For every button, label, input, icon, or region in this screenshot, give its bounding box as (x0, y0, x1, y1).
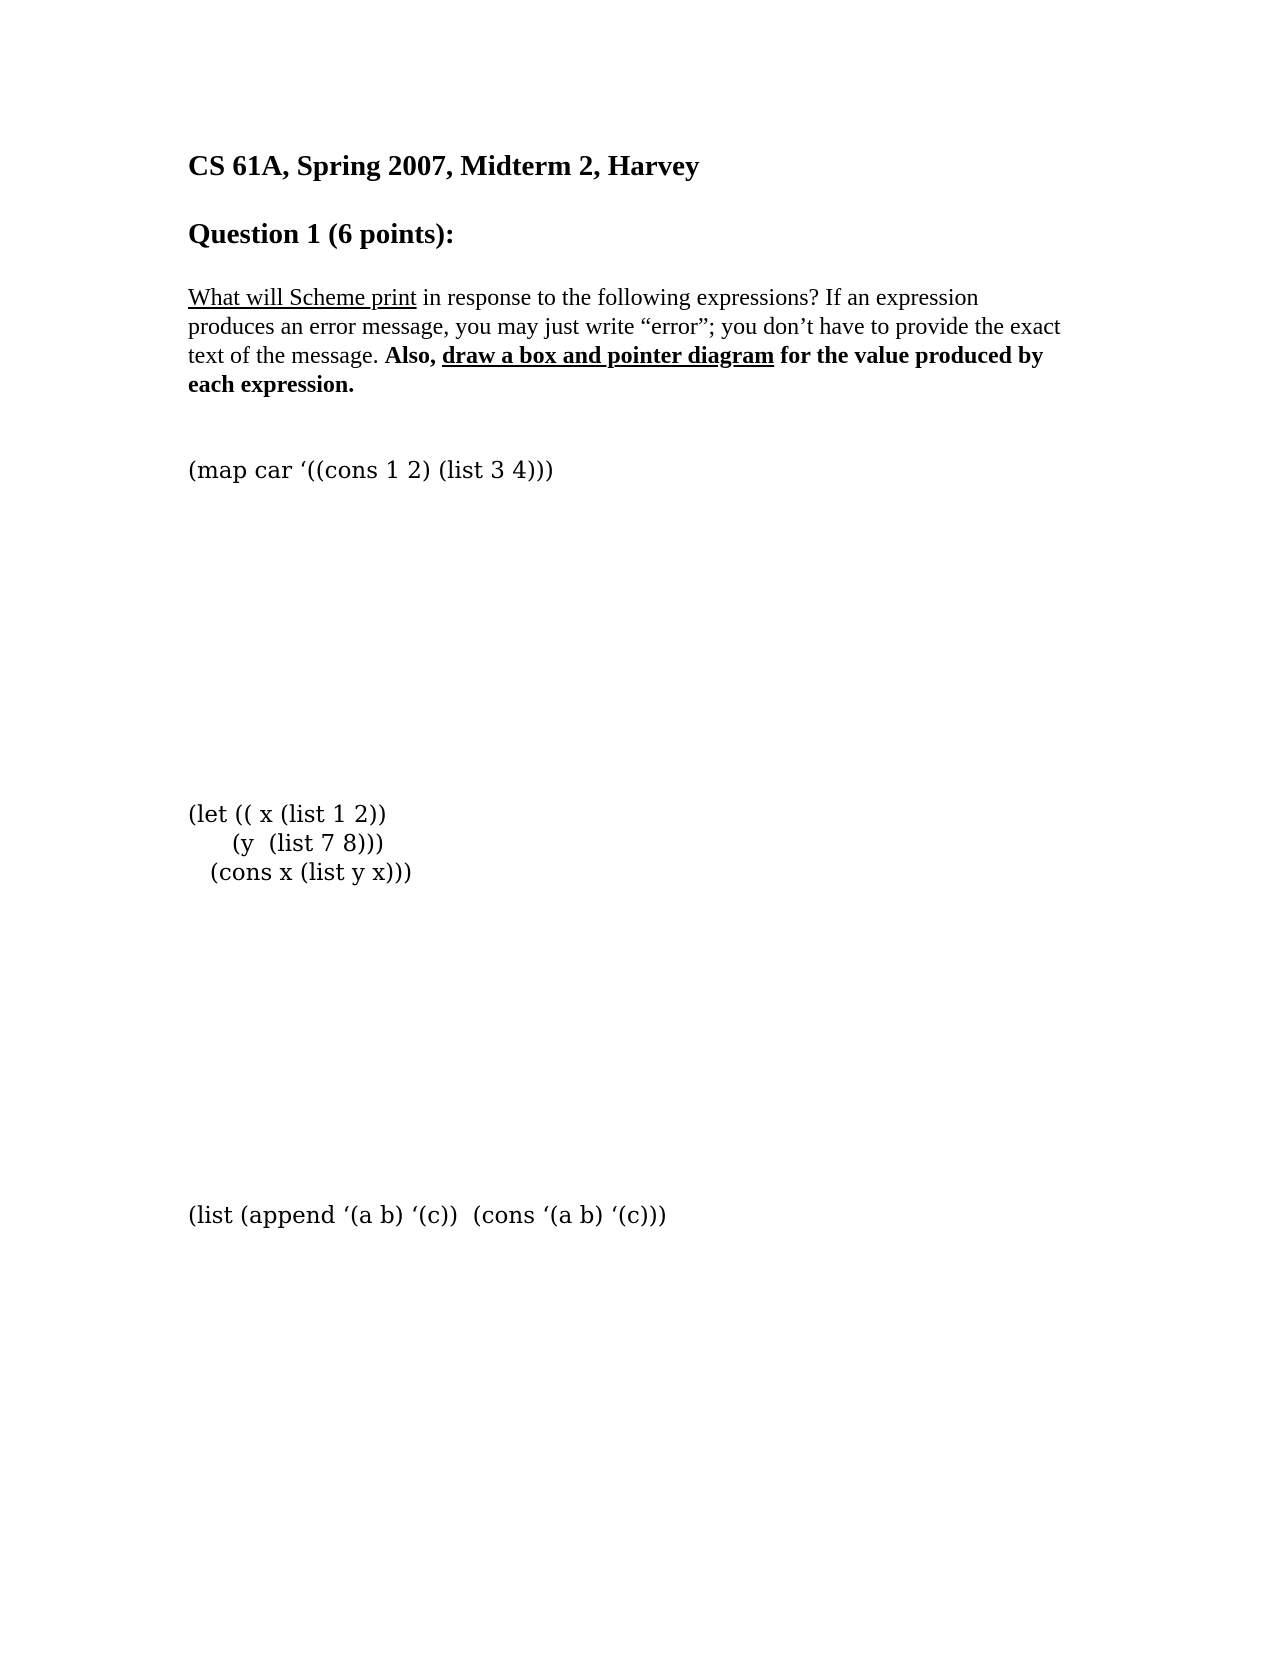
expression-2-line-3: (cons x (list y x))) (188, 860, 413, 886)
instructions-text: in response to the following expressions? If an expression produces an error message, you may just write “error”; you don’t have to provide the exact text of the message. (188, 285, 1061, 369)
expression-2-line-1: (let (( x (list 1 2)) (188, 802, 387, 828)
expression-2-line-2: (y (list 7 8))) (188, 831, 384, 857)
question-heading: Question 1 (6 points): (188, 218, 455, 250)
instructions-bold-text: for the value produced by each expression. (188, 343, 1044, 398)
instructions-bold-also: Also, (384, 343, 442, 369)
expression-2 (188, 801, 412, 888)
expression-1: (map car ‘((cons 1 2) (list 3 4))) (188, 458, 554, 484)
expression-3: (list (append ‘(a b) ‘(c)) (cons ‘(a b) ‘(c))) (188, 1203, 667, 1229)
exam-title: CS 61A, Spring 2007, Midterm 2, Harvey (188, 150, 700, 182)
instructions-underlined-phrase: What will Scheme print (188, 285, 417, 311)
instructions-bold-underlined-phrase: draw a box and pointer diagram (441, 343, 775, 369)
instructions-paragraph (188, 284, 1068, 400)
